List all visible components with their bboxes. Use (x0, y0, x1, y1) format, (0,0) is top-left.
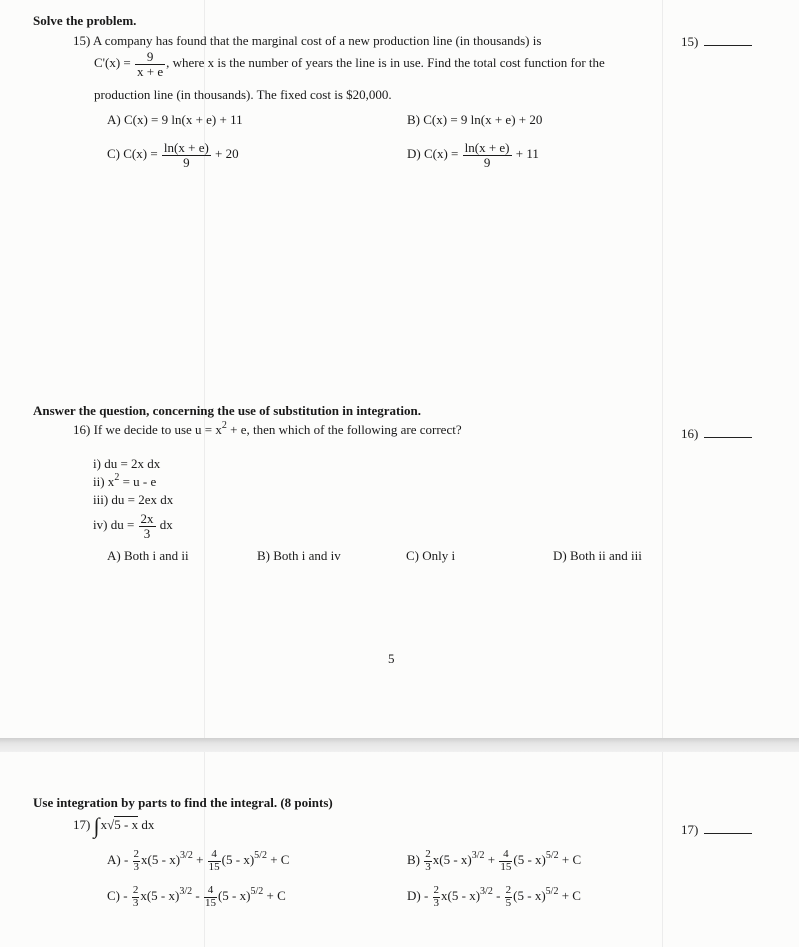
choice-17-b-label: B) (407, 852, 420, 868)
choice-15-b[interactable]: B) C(x) = 9 ln(x + e) + 20 (407, 112, 543, 127)
fraction-numerator: ln(x + e) (464, 140, 510, 155)
question-16-text-2: + e, then which of the following are correct? (226, 422, 462, 437)
choice-17-c[interactable] (107, 885, 286, 909)
question-number-15: 15) (73, 33, 91, 48)
choice-16-a[interactable]: A) Both i and ii (107, 548, 189, 563)
differential: dx (141, 817, 155, 832)
choice-16-d[interactable]: D) Both ii and iii (553, 548, 642, 563)
answer-blank-15[interactable] (704, 35, 752, 46)
choice-16-b[interactable]: B) Both i and iv (257, 548, 341, 563)
exponent: 5/2 (250, 886, 264, 898)
question-16-text: If we decide to use u = x (93, 422, 222, 437)
radical-icon: √ (107, 817, 115, 832)
answer-slot-16 (681, 426, 752, 442)
term-1: x(5 - x) (141, 852, 181, 868)
fraction-numerator: 2x (140, 511, 154, 526)
integrand-x: x (100, 817, 108, 832)
section-heading-15: Solve the problem. (33, 13, 137, 28)
question-number-17: 17) (73, 817, 91, 832)
fraction-numerator: 9 (135, 50, 165, 65)
choice-17-d-label: D) - (407, 888, 429, 904)
question-15-text: A company has found that the marginal cost of a new production line (in thousands) is (92, 33, 542, 48)
statement-iv-text: iv) du = (93, 517, 135, 533)
statement-iv-tail: dx (159, 517, 173, 533)
fraction-denominator: 3 (433, 896, 440, 909)
question-15-line1 (73, 33, 541, 49)
choice-17-b[interactable] (407, 849, 581, 873)
choice-15-d-fraction (463, 141, 512, 169)
coefficient-4-15 (204, 885, 217, 909)
statement-ii-text: ii) x (93, 474, 115, 489)
choice-15-c-fraction (162, 141, 211, 169)
choice-17-a[interactable] (107, 849, 289, 873)
answer-number-16: 16) (681, 426, 699, 441)
coefficient-2-3 (424, 849, 432, 873)
fraction-denominator: 3 (425, 860, 431, 873)
choice-15-d-label: D) C(x) = (407, 146, 459, 162)
fraction-denominator: 15 (500, 860, 512, 873)
fraction-denominator: 5 (505, 896, 512, 909)
exponent: 5/2 (545, 886, 559, 898)
margin-line (662, 752, 663, 947)
choice-15-c[interactable] (107, 141, 239, 169)
coefficient-2-3 (133, 849, 141, 873)
section-heading-16: Answer the question, concerning the use of substitution in integration. (33, 403, 421, 418)
answer-slot-15 (681, 34, 752, 50)
exponent: 2 (221, 420, 227, 431)
constant: + C (561, 852, 582, 868)
choice-15-a[interactable]: A) C(x) = 9 ln(x + e) + 11 (107, 112, 243, 127)
term-2: (5 - x) (513, 852, 546, 868)
term-2: (5 - x) (513, 888, 546, 904)
choice-15-d-tail: + 11 (515, 146, 539, 162)
exponent: 3/2 (480, 886, 493, 898)
question-15-line2 (94, 50, 605, 78)
fraction-denominator: 15 (204, 896, 216, 909)
coefficient-4-15 (208, 849, 221, 873)
fraction-numerator: 2 (133, 848, 140, 860)
operator: + (487, 852, 496, 868)
integral-icon: ∫ (93, 813, 100, 838)
fraction-numerator: 2 (425, 848, 431, 860)
fraction-denominator: 9 (183, 154, 190, 170)
coefficient-2-5 (505, 885, 513, 909)
coefficient-2-3 (132, 885, 140, 909)
exponent: 3/2 (179, 886, 193, 898)
fold-line (204, 0, 205, 738)
coefficient-2-3 (433, 885, 441, 909)
fraction-numerator: 2 (505, 884, 512, 896)
statement-ii-text-2: = u - e (119, 474, 157, 489)
fraction-denominator: 9 (483, 154, 491, 170)
term-1: x(5 - x) (140, 888, 180, 904)
answer-number-17: 17) (681, 822, 699, 837)
exponent: 3/2 (180, 850, 193, 862)
margin-line (662, 0, 663, 738)
constant: + C (266, 888, 286, 904)
question-number-16: 16) (73, 422, 91, 437)
exponent: 5/2 (254, 850, 267, 862)
operator: - (195, 888, 200, 904)
fraction-numerator: 4 (208, 849, 221, 862)
question-16 (73, 422, 462, 438)
operator: + (196, 852, 204, 868)
fraction-denominator: 15 (208, 860, 220, 873)
choice-15-c-tail: + 20 (215, 146, 239, 162)
answer-blank-16[interactable] (704, 427, 752, 438)
coefficient-4-15 (499, 849, 512, 873)
choice-15-d[interactable] (407, 141, 539, 169)
fraction-numerator: 4 (204, 885, 217, 898)
marginal-cost-fraction (135, 50, 165, 78)
statement-iv (93, 512, 173, 540)
question-15-line3: production line (in thousands). The fixed cost is $20,000. (94, 87, 392, 102)
fraction-denominator: 3 (132, 896, 139, 909)
choice-16-c[interactable]: C) Only i (406, 548, 456, 563)
question-17 (73, 813, 155, 838)
marginal-cost-lhs: C'(x) = (94, 55, 131, 71)
constant: + C (561, 888, 581, 904)
statement-i: i) du = 2x dx (93, 456, 161, 471)
fraction-numerator: 2 (132, 884, 139, 896)
choice-17-a-label: A) - (107, 852, 129, 868)
fraction-numerator: 2 (433, 884, 440, 896)
exponent: 2 (114, 472, 120, 483)
choice-17-d[interactable] (407, 885, 581, 909)
fraction-numerator: ln(x + e) (163, 140, 209, 155)
page-6 (0, 752, 799, 947)
page-gap (0, 738, 799, 752)
constant: + C (270, 852, 290, 868)
fraction-denominator: x + e (137, 63, 164, 79)
operator: - (496, 888, 501, 904)
fraction-numerator: 4 (499, 849, 512, 862)
term-1: x(5 - x) (441, 888, 481, 904)
fraction-denominator: 3 (143, 525, 151, 541)
answer-number-15: 15) (681, 34, 699, 49)
choice-17-c-label: C) - (107, 888, 128, 904)
term-2: (5 - x) (217, 888, 251, 904)
choice-15-c-label: C) C(x) = (107, 146, 158, 162)
page-number: 5 (388, 651, 395, 666)
term-1: x(5 - x) (432, 852, 472, 868)
question-15-text-2: , where x is the number of years the line is in use. Find the total cost function for the (166, 55, 605, 71)
fraction-denominator: 3 (133, 860, 140, 873)
section-heading-17: Use integration by parts to find the integral. (8 points) (33, 795, 333, 810)
exponent: 3/2 (471, 850, 485, 862)
radicand: 5 - x (114, 817, 139, 832)
answer-blank-17[interactable] (704, 823, 752, 834)
exponent: 5/2 (545, 850, 559, 862)
statement-iv-fraction (139, 512, 156, 540)
statement-ii (93, 474, 156, 490)
statement-iii: iii) du = 2ex dx (93, 492, 174, 507)
answer-slot-17 (681, 822, 752, 838)
term-2: (5 - x) (221, 852, 255, 868)
